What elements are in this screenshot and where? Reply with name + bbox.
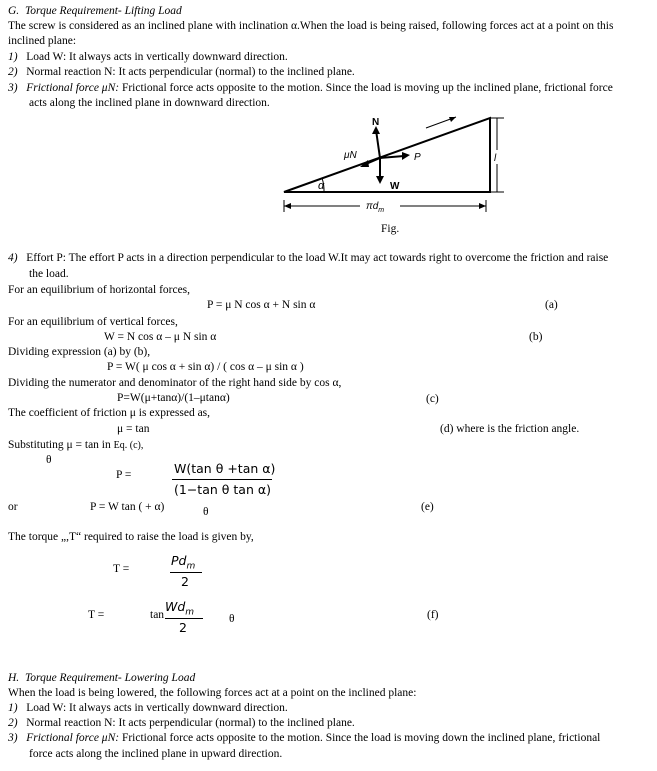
item-4-cont: the load. bbox=[29, 268, 69, 280]
item-number: 2) bbox=[8, 717, 18, 729]
torque-intro: The torque „,T“ required to raise the load is given by, bbox=[8, 531, 254, 543]
figure-caption: Fig. bbox=[381, 223, 400, 235]
item-text: Frictional force acts opposite to the motion. Since the load is moving down the inclined plane, frictional bbox=[119, 732, 601, 744]
p-fraction-numerator: W(tan θ +tan α) bbox=[174, 461, 276, 476]
item-lead: Frictional force μN: bbox=[26, 732, 120, 744]
item-text: Load W: It always acts in vertically downward direction. bbox=[26, 51, 288, 63]
base-dim-arrow-right bbox=[479, 203, 486, 209]
item-text: Load W: It always acts in vertically downward direction. bbox=[26, 702, 288, 714]
torque-eq-2-numerator: $Wd_m$ bbox=[165, 599, 195, 618]
equation-a-tag: (a) bbox=[545, 299, 558, 311]
section-h-title bbox=[8, 671, 195, 685]
equation-a: P = μ N cos α + N sin α bbox=[207, 299, 316, 311]
section-g-item-2 bbox=[8, 65, 355, 79]
section-letter: H. bbox=[8, 672, 20, 684]
item-number: 1) bbox=[8, 51, 18, 63]
equation-d: μ = tan bbox=[117, 423, 150, 435]
angle-label: α bbox=[318, 180, 325, 192]
inclined-plane-figure bbox=[280, 112, 510, 232]
section-h-item-1 bbox=[8, 701, 288, 715]
item-lead: Frictional force μN: bbox=[26, 82, 120, 94]
load-force-arrow bbox=[376, 176, 384, 184]
equation-b: W = N cos α – μ N sin α bbox=[104, 331, 217, 343]
load-force-label: W bbox=[390, 181, 400, 192]
effort-force-arrow bbox=[402, 152, 410, 160]
section-title-text: Torque Requirement- Lowering Load bbox=[24, 672, 196, 684]
section-h-item-3-cont: force acts along the inclined plane in upward direction. bbox=[29, 748, 283, 760]
item-4 bbox=[8, 251, 608, 265]
section-letter: G. bbox=[8, 5, 20, 17]
substitution-line bbox=[8, 438, 143, 453]
item-text: Frictional force acts opposite to the motion. Since the load is moving up the inclined plane, frictional force bbox=[119, 82, 613, 94]
equation-ab: P = W( μ cos α + sin α) / ( cos α – μ sin α ) bbox=[107, 361, 304, 373]
section-h-intro: When the load is being lowered, the following forces act at a point on the inclined plane: bbox=[8, 687, 417, 699]
section-h-item-3 bbox=[8, 731, 600, 745]
item-text: Normal reaction N: It acts perpendicular (normal) to the inclined plane. bbox=[26, 66, 355, 78]
substitution-text: Substituting μ = tan in bbox=[8, 439, 111, 451]
torque-eq-1-denominator: 2 bbox=[181, 574, 189, 589]
torque-eq-1-label: T = bbox=[113, 563, 130, 575]
or-label: or bbox=[8, 501, 18, 513]
p-equation-label: P = bbox=[116, 469, 132, 481]
incline-triangle bbox=[284, 118, 490, 192]
item-number: 3) bbox=[8, 732, 18, 744]
slope-arrow-head bbox=[449, 117, 456, 122]
section-h-item-2 bbox=[8, 716, 355, 730]
section-title-text: Torque Requirement- Lifting Load bbox=[24, 5, 182, 17]
item-text: Effort P: The effort P acts in a direction perpendicular to the load W.It may act towards right to overcome the friction and raise bbox=[26, 252, 609, 264]
divide-intro: Dividing expression (a) by (b), bbox=[8, 346, 151, 358]
vertical-equilibrium-intro: For an equilibrium of vertical forces, bbox=[8, 316, 178, 328]
item-number: 2) bbox=[8, 66, 18, 78]
torque-eq-2-tan: tan bbox=[150, 609, 165, 621]
divide-cos-intro: Dividing the numerator and denominator of the right hand side by cos α, bbox=[8, 377, 342, 389]
coefficient-intro: The coefficient of friction μ is expressed as, bbox=[8, 407, 211, 419]
torque-eq-2-denominator: 2 bbox=[179, 620, 187, 635]
equation-f-tag: (f) bbox=[427, 609, 439, 621]
item-number: 4) bbox=[8, 252, 18, 264]
torque-eq-1-bar bbox=[170, 572, 202, 573]
height-label: l bbox=[494, 153, 497, 164]
equation-e-theta: θ bbox=[203, 506, 209, 518]
section-g-intro-line-2: inclined plane: bbox=[8, 35, 77, 47]
torque-eq-2-bar bbox=[165, 618, 203, 619]
substitution-eq-ref: Eq. (c), bbox=[113, 440, 144, 451]
section-g-title bbox=[8, 4, 182, 18]
equation-b-tag: (b) bbox=[529, 331, 543, 343]
base-dim-arrow-left bbox=[284, 203, 291, 209]
section-g-item-1 bbox=[8, 50, 288, 64]
effort-force-label: P bbox=[414, 152, 421, 163]
equation-e-tag: (e) bbox=[421, 501, 434, 513]
equation-c: P=W(μ+tanα)/(1–μtanα) bbox=[117, 392, 230, 404]
section-g-item-3-cont: acts along the inclined plane in downward direction. bbox=[29, 97, 270, 109]
torque-eq-2-label: T = bbox=[88, 609, 105, 621]
torque-eq-2-theta: θ bbox=[229, 613, 235, 625]
torque-eq-1-numerator: $Pd_m$ bbox=[171, 553, 196, 572]
theta-symbol: θ bbox=[46, 454, 52, 466]
normal-force-label: N bbox=[372, 117, 380, 128]
normal-force-line bbox=[376, 130, 380, 158]
equation-e: P = W tan ( + α) bbox=[90, 501, 165, 513]
horizontal-equilibrium-intro: For an equilibrium of horizontal forces, bbox=[8, 284, 191, 296]
p-fraction-bar bbox=[172, 479, 272, 480]
equation-c-tag: (c) bbox=[426, 393, 439, 405]
item-text: Normal reaction N: It acts perpendicular (normal) to the inclined plane. bbox=[26, 717, 355, 729]
equation-d-tag: (d) where is the friction angle. bbox=[440, 423, 580, 435]
base-dim-label: $\pi d_m$ bbox=[366, 201, 385, 214]
friction-force-label: μN bbox=[344, 150, 357, 161]
section-g-item-3 bbox=[8, 81, 613, 95]
section-g-intro-line-1: The screw is considered as an inclined plane with inclination α.When the load is being raised, following forces act at a point on this bbox=[8, 20, 614, 32]
item-number: 3) bbox=[8, 82, 18, 94]
item-number: 1) bbox=[8, 702, 18, 714]
p-fraction-denominator: (1−tan θ tan α) bbox=[174, 482, 271, 497]
